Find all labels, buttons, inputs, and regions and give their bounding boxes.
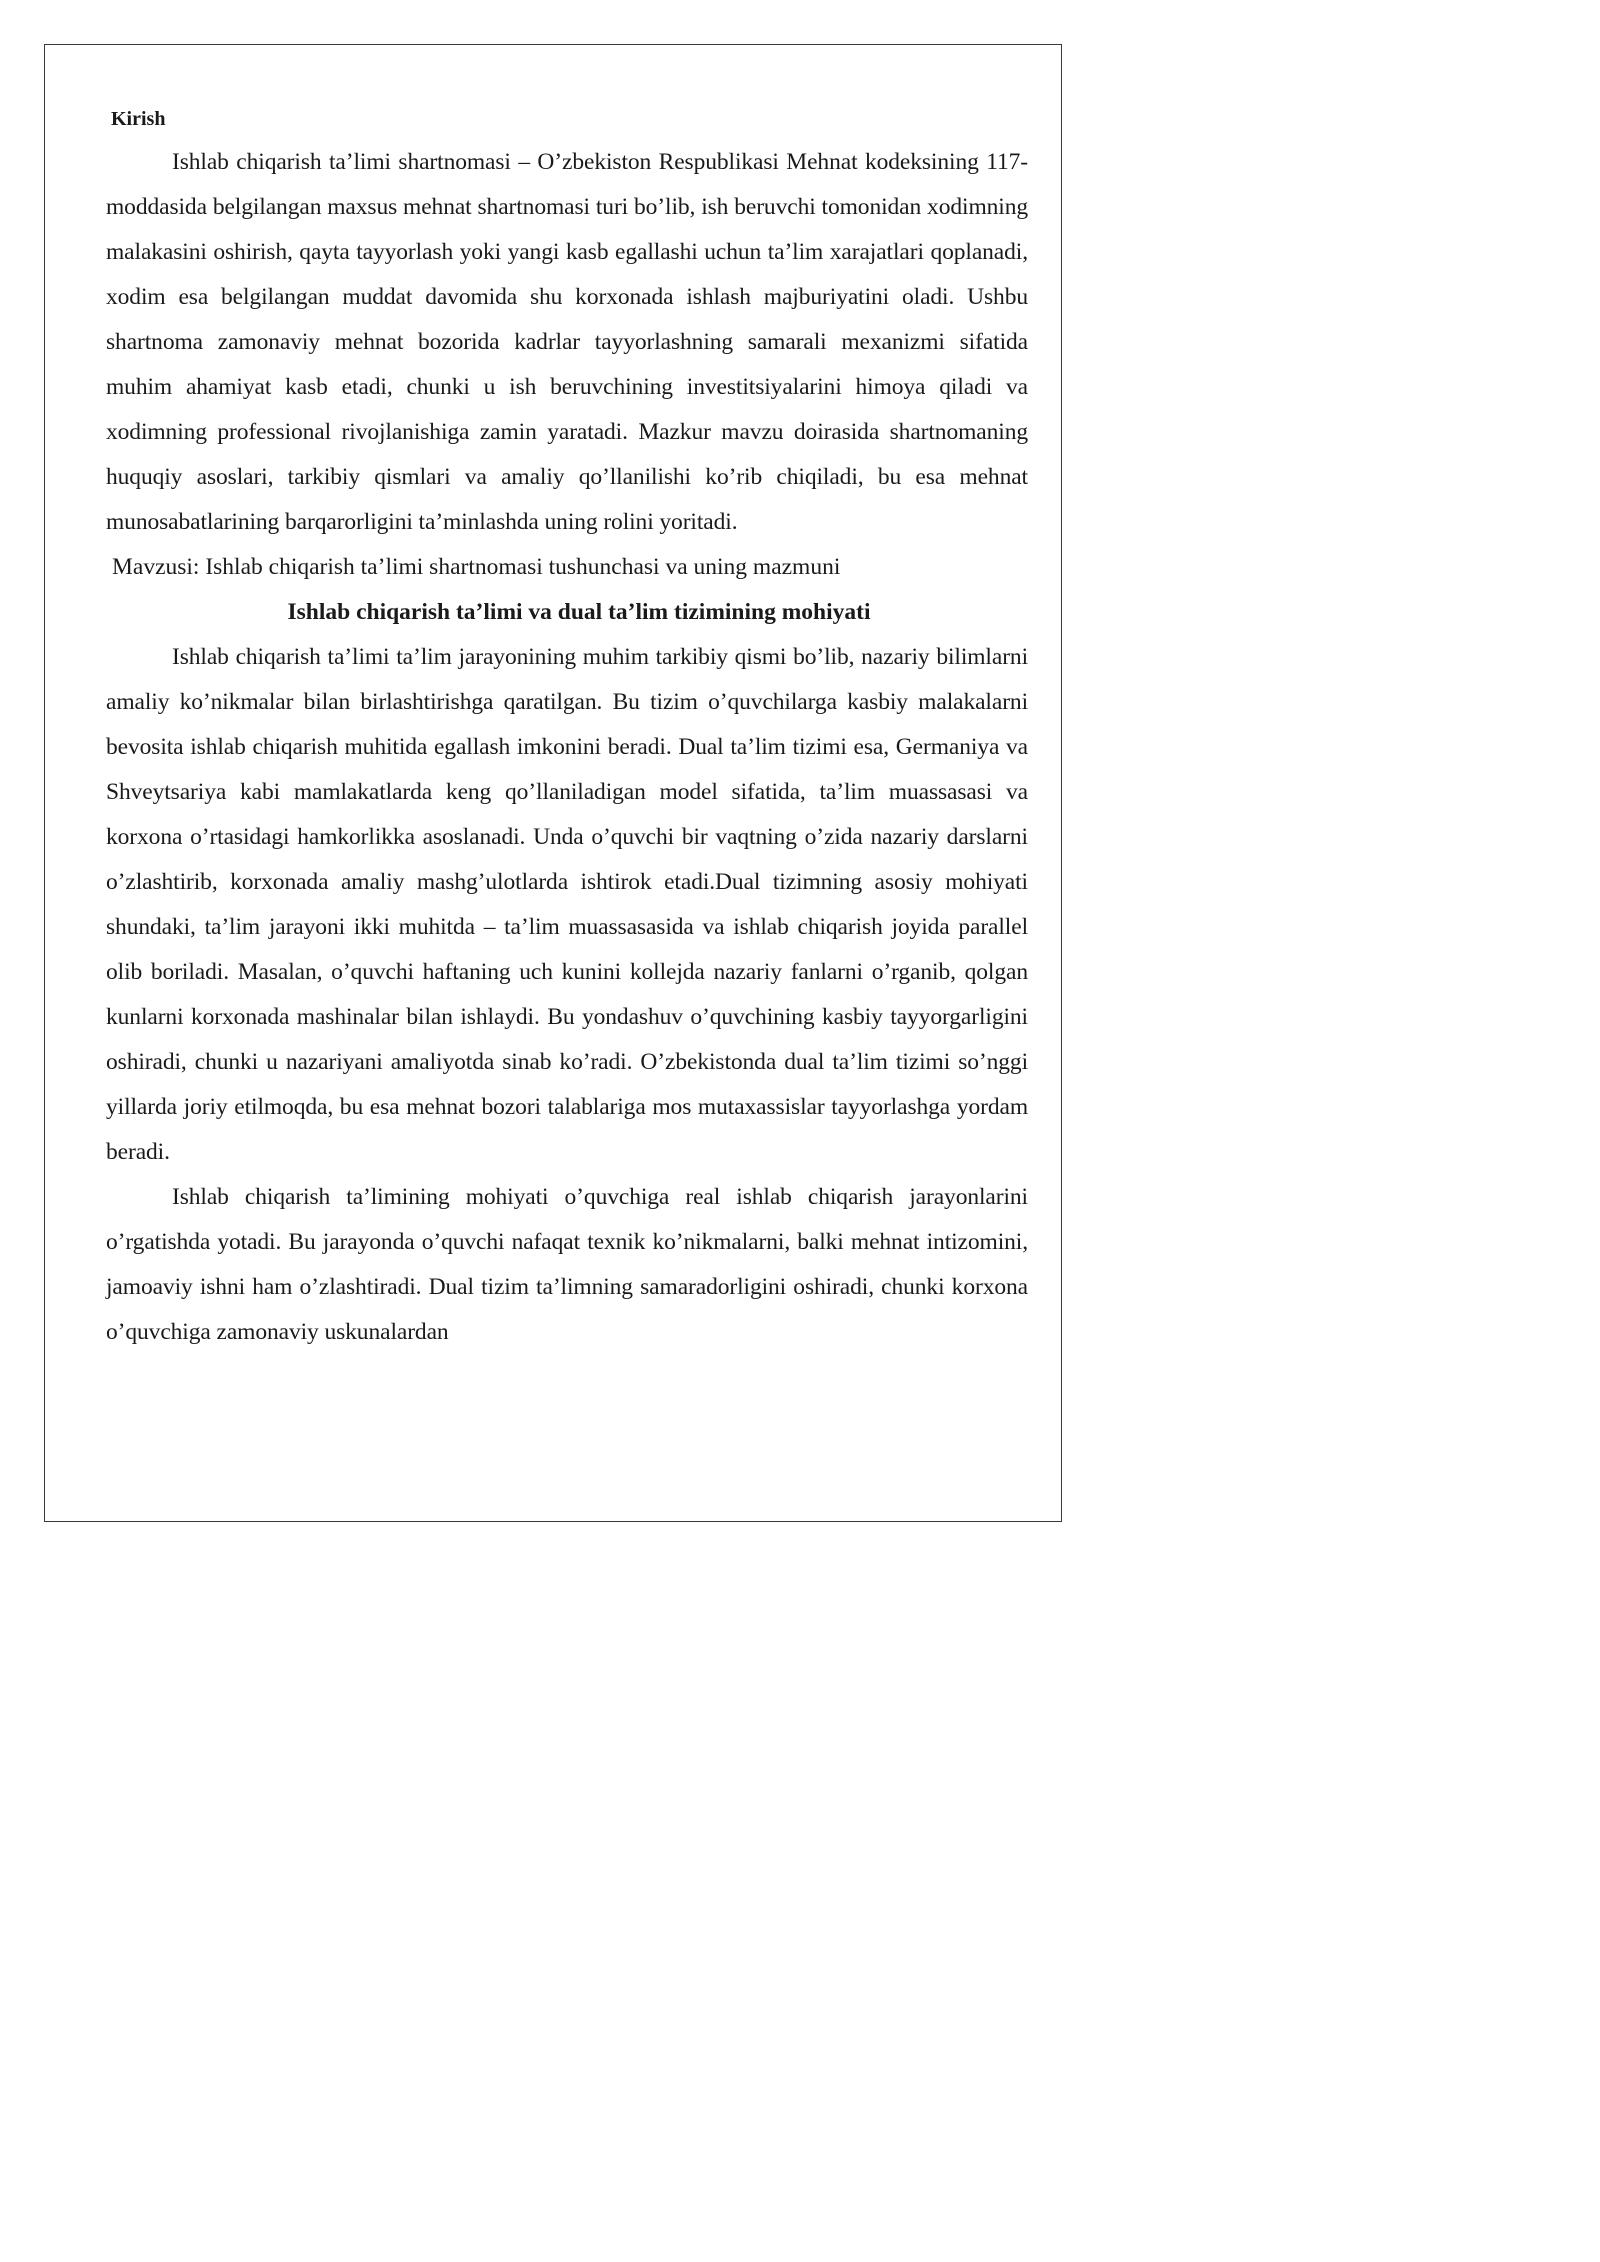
topic-line: Mavzusi: Ishlab chiqarish ta’limi shartnomasi tushunchasi va uning mazmuni bbox=[112, 554, 841, 580]
section-title: Ishlab chiqarish ta’limi va dual ta’lim tizimining mohiyati bbox=[287, 599, 871, 625]
intro-heading: Kirish bbox=[111, 108, 166, 130]
document-body bbox=[106, 102, 1028, 1355]
section-paragraph: Ishlab chiqarish ta’limining mohiyati o’quvchiga real ishlab chiqarish jarayonlarini o’rgatishda yotadi. Bu jarayonda o’quvchi nafaqat texnik ko’nikmalarni, balki mehnat intizomini, jamoaviy ishni ham o’zlashtiradi. Dual tizim ta’limning samaradorligini oshiradi, chunki korxona o’quvchiga zamonaviy uskunalardan bbox=[106, 1184, 1028, 1345]
section-paragraph: Ishlab chiqarish ta’limi ta’lim jarayonining muhim tarkibiy qismi bo’lib, nazariy bilimlarni amaliy ko’nikmalar bilan birlashtirishga qaratilgan. Bu tizim o’quvchilarga kasbiy malakalarni bevosita ishlab chiqarish muhitida egallash imkonini beradi. Dual ta’lim tizimi esa, Germaniya va Shveytsariya kabi mamlakatlarda keng qo’llaniladigan model sifatida, ta’lim muassasasi va korxona o’rtasidagi hamkorlikka asoslanadi. Unda o’quvchi bir vaqtning o’zida nazariy darslarni o’zlashtirib, korxonada amaliy mashg’ulotlarda ishtirok etadi.Dual tizimning asosiy mohiyati shundaki, ta’lim jarayoni ikki muhitda – ta’lim muassasasida va ishlab chiqarish joyida parallel olib boriladi. Masalan, o’quvchi haftaning uch kunini kollejda nazariy fanlarni o’rganib, qolgan kunlarni korxonada mashinalar bilan ishlaydi. Bu yondashuv o’quvchining kasbiy tayyorgarligini oshiradi, chunki u nazariyani amaliyotda sinab ko’radi. O’zbekistonda dual ta’lim tizimi so’nggi yillarda joriy etilmoqda, bu esa mehnat bozori talablariga mos mutaxassislar tayyorlashga yordam beradi. bbox=[106, 644, 1028, 1165]
intro-paragraph: Ishlab chiqarish ta’limi shartnomasi – O’zbekiston Respublikasi Mehnat kodeksining 117-moddasida belgilangan maxsus mehnat shartnomasi turi bo’lib, ish beruvchi tomonidan xodimning malakasini oshirish, qayta tayyorlash yoki yangi kasb egallashi uchun ta’lim xarajatlari qoplanadi, xodim esa belgilangan muddat davomida shu korxonada ishlash majburiyatini oladi. Ushbu shartnoma zamonaviy mehnat bozorida kadrlar tayyorlashning samarali mexanizmi sifatida muhim ahamiyat kasb etadi, chunki u ish beruvchining investitsiyalarini himoya qiladi va xodimning professional rivojlanishiga zamin yaratadi. Mazkur mavzu doirasida shartnomaning huquqiy asoslari, tarkibiy qismlari va amaliy qo’llanilishi ko’rib chiqiladi, bu esa mehnat munosabatlarining barqarorligini ta’minlashda uning rolini yoritadi. bbox=[106, 149, 1028, 535]
